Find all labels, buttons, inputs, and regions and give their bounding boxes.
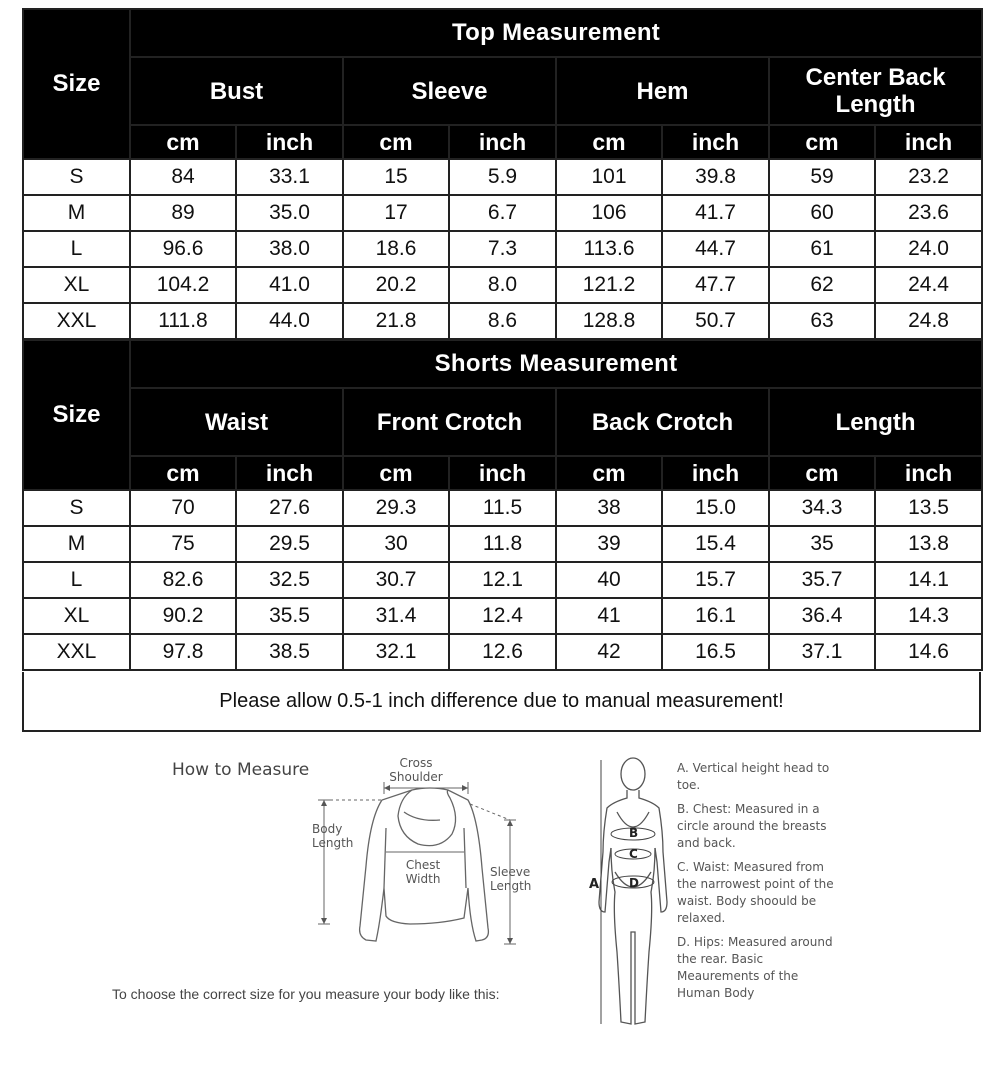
size-cell: L [23,231,130,267]
unit-header: cm [130,456,236,490]
legend-item: C. Waist: Measured from the narrowest point of the waist. Body shoould be relaxed. [677,860,834,925]
size-cell: M [23,195,130,231]
measurement-cell: 89 [130,195,236,231]
unit-header: cm [769,456,875,490]
measurement-cell: 50.7 [662,303,769,339]
size-cell: XL [23,267,130,303]
unit-header: cm [343,125,449,159]
measurement-legend [677,760,837,1009]
measurement-cell: 14.6 [875,634,982,670]
column-group-header: Front Crotch [343,388,556,456]
measurement-cell: 60 [769,195,875,231]
measurement-cell: 47.7 [662,267,769,303]
measurement-cell: 121.2 [556,267,662,303]
marker-a-label: A [589,877,600,892]
legend-item: B. Chest: Measured in a circle around the breasts and back. [677,802,827,850]
unit-header: inch [662,125,769,159]
measurement-cell: 32.5 [236,562,343,598]
measurement-cell: 13.5 [875,490,982,526]
marker-c-label: C [629,847,638,861]
measurement-cell: 20.2 [343,267,449,303]
measurement-cell: 33.1 [236,159,343,195]
sleeve-length-label: Sleeve Length [490,865,532,893]
measurement-cell: 62 [769,267,875,303]
measurement-cell: 11.8 [449,526,556,562]
measurement-cell: 41.7 [662,195,769,231]
measurement-cell: 21.8 [343,303,449,339]
body-length-label: Body Length [312,822,354,850]
table-row [23,303,982,339]
measurement-cell: 7.3 [449,231,556,267]
measurement-cell: 30.7 [343,562,449,598]
table-row [23,598,982,634]
measurement-cell: 59 [769,159,875,195]
measurement-cell: 12.1 [449,562,556,598]
table-row [23,195,982,231]
measurement-cell: 38.0 [236,231,343,267]
measurement-cell: 16.1 [662,598,769,634]
measurement-cell: 113.6 [556,231,662,267]
measurement-cell: 38.5 [236,634,343,670]
table-row [23,526,982,562]
measurement-cell: 8.6 [449,303,556,339]
unit-header: inch [236,456,343,490]
measurement-cell: 128.8 [556,303,662,339]
size-cell: M [23,526,130,562]
size-header: Size [23,9,130,159]
top-measurement-table [22,8,983,340]
unit-header: inch [662,456,769,490]
measurement-cell: 31.4 [343,598,449,634]
column-group-header: Back Crotch [556,388,769,456]
measurement-cell: 97.8 [130,634,236,670]
unit-header: inch [449,125,556,159]
measurement-cell: 106 [556,195,662,231]
table-row [23,562,982,598]
unit-header: inch [449,456,556,490]
measurement-cell: 15.7 [662,562,769,598]
measurement-cell: 39.8 [662,159,769,195]
measurement-cell: 35.7 [769,562,875,598]
measurement-cell: 42 [556,634,662,670]
measurement-cell: 104.2 [130,267,236,303]
measurement-cell: 13.8 [875,526,982,562]
measurement-cell: 63 [769,303,875,339]
measurement-cell: 44.7 [662,231,769,267]
measurement-cell: 44.0 [236,303,343,339]
measurement-cell: 35.0 [236,195,343,231]
table-row [23,231,982,267]
table-row [23,490,982,526]
measurement-cell: 34.3 [769,490,875,526]
measurement-cell: 90.2 [130,598,236,634]
size-cell: XXL [23,634,130,670]
marker-b-label: B [629,826,639,840]
size-cell: L [23,562,130,598]
measurement-cell: 14.3 [875,598,982,634]
column-group-header: Hem [556,57,769,125]
measurement-cell: 61 [769,231,875,267]
shorts-measurement-table [22,339,983,671]
table-row [23,159,982,195]
size-cell: XL [23,598,130,634]
table-title: Shorts Measurement [130,340,982,388]
top-table-body [23,159,982,339]
how-to-measure-title: How to Measure [172,760,310,780]
measurement-cell: 5.9 [449,159,556,195]
measurement-cell: 39 [556,526,662,562]
legend-item: D. Hips: Measured around the rear. Basic Meaurements of the Human Body [677,935,833,1000]
body-figure [585,752,675,1038]
measurement-cell: 35.5 [236,598,343,634]
unit-header: cm [556,125,662,159]
table-row [23,634,982,670]
measurement-cell: 24.8 [875,303,982,339]
measurement-cell: 11.5 [449,490,556,526]
measurement-cell: 8.0 [449,267,556,303]
measurement-cell: 30 [343,526,449,562]
table-row [23,267,982,303]
measurement-cell: 23.6 [875,195,982,231]
legend-item: A. Vertical height head to toe. [677,761,830,792]
measurement-cell: 12.4 [449,598,556,634]
measurement-cell: 36.4 [769,598,875,634]
measurement-cell: 15.0 [662,490,769,526]
measurement-cell: 24.0 [875,231,982,267]
measurement-cell: 29.3 [343,490,449,526]
unit-header: cm [130,125,236,159]
measurement-cell: 84 [130,159,236,195]
cross-shoulder-label: Cross Shoulder [389,756,443,784]
size-header: Size [23,340,130,490]
marker-d-label: D [629,876,639,890]
measurement-cell: 12.6 [449,634,556,670]
measurement-cell: 17 [343,195,449,231]
shorts-table-body [23,490,982,670]
measurement-cell: 82.6 [130,562,236,598]
measurement-cell: 23.2 [875,159,982,195]
measurement-note [22,672,981,732]
size-cell: S [23,490,130,526]
unit-header: cm [343,456,449,490]
human-figure-icon [599,758,667,1024]
choose-size-text: To choose the correct size for you measure your body like this: [112,986,500,1002]
measurement-cell: 15 [343,159,449,195]
size-cell: S [23,159,130,195]
column-group-header: Waist [130,388,343,456]
measurement-cell: 18.6 [343,231,449,267]
measurement-cell: 70 [130,490,236,526]
measurement-cell: 101 [556,159,662,195]
measurement-cell: 38 [556,490,662,526]
measurement-cell: 27.6 [236,490,343,526]
column-group-header: Sleeve [343,57,556,125]
measurement-cell: 15.4 [662,526,769,562]
measurement-cell: 24.4 [875,267,982,303]
measurement-cell: 29.5 [236,526,343,562]
measurement-cell: 37.1 [769,634,875,670]
column-group-header: Center Back Length [769,57,982,125]
measurement-cell: 41 [556,598,662,634]
table-title: Top Measurement [130,9,982,57]
note-text: Please allow 0.5-1 inch difference due to manual measurement! [219,689,784,712]
measurement-cell: 41.0 [236,267,343,303]
column-group-header: Length [769,388,982,456]
measurement-cell: 6.7 [449,195,556,231]
chest-width-label: Chest Width [405,858,441,886]
unit-header: cm [556,456,662,490]
measurement-cell: 96.6 [130,231,236,267]
measurement-cell: 16.5 [662,634,769,670]
measurement-cell: 14.1 [875,562,982,598]
measurement-cell: 111.8 [130,303,236,339]
measurement-cell: 32.1 [343,634,449,670]
measurement-cell: 40 [556,562,662,598]
unit-header: cm [769,125,875,159]
measurement-cell: 75 [130,526,236,562]
column-group-header: Bust [130,57,343,125]
unit-header: inch [236,125,343,159]
unit-header: inch [875,456,982,490]
measurement-cell: 35 [769,526,875,562]
size-cell: XXL [23,303,130,339]
unit-header: inch [875,125,982,159]
